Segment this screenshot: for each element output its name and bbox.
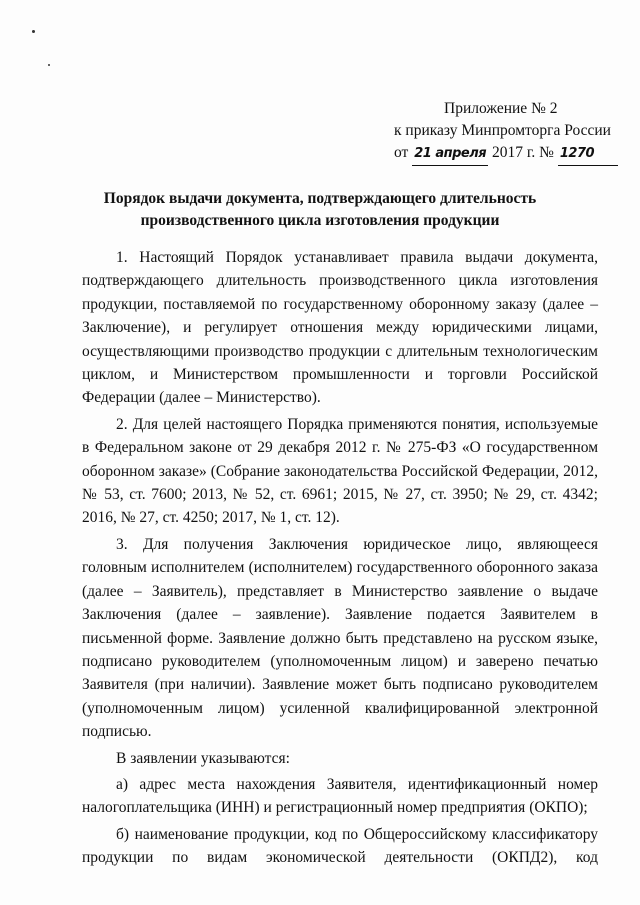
paragraph-2: 2. Для целей настоящего Порядка применяются понятия, используемые в Федеральном законе от 29 декабря 2012 г. № 275-ФЗ «О государственном оборонном заказе» (Собрание законодательства Российской Федерации, 2012, № 53, ст. 7600; 2013, № 52, ст. 6961; 2015, № 27, ст. 3950; № 29, ст. 4342; 2016, № 27, ст. 4250; 2017, № 1, ст. 12). [82, 415, 598, 527]
document-title [60, 188, 580, 232]
scan-speck [32, 30, 35, 33]
order-reference: к приказу Минпромторга России [394, 122, 611, 139]
handwritten-order-number: 1270 [558, 143, 618, 166]
paragraph-1: 1. Настоящий Порядок устанавливает правила выдачи документа, подтверждающего длительность производственного цикла изготовления продукции, поставляемой по государственному оборонному заказу (далее – Заключение), и регулирует отношения между юридическими лицами, осуществляющими производство продукции с длительным технологическим циклом, и Министерством промышленности и торговли Российской Федерации (далее – Министерство). [82, 249, 598, 407]
paragraph-3: 3. Для получения Заключения юридическое лицо, являющееся головным исполнителем (исполнителем) государственного оборонного заказа (далее – Заявитель), представляет в Министерство заявление о выдаче Заключения (далее – заявление). Заявление подается Заявителем в письменной форме. Заявление должно быть представлено на русском языке, подписано руководителем (уполномоченным лицом) и заверено печатью Заявителя (при наличии). Заявление может быть подписано руководителем (уполномоченным лицом) усиленной квалифицированной электронной подписью. [82, 535, 598, 741]
paragraph-list-intro: В заявлении указываются: [116, 749, 290, 767]
scan-speck [48, 64, 50, 66]
list-item-b: б) наименование продукции, код по Общероссийскому классификатору продукции по видам экономической деятельности (ОКПД2), код [82, 825, 598, 867]
title-line-2: производственного цикла изготовления продукции [140, 212, 500, 229]
handwritten-date: 21 апреля [412, 143, 488, 166]
appendix-header [380, 98, 620, 166]
order-date-line [380, 142, 620, 166]
title-line-1: Порядок выдачи документа, подтверждающего длительность [103, 190, 537, 207]
date-prefix: от [394, 144, 409, 161]
year-text: 2017 г. № [491, 144, 554, 161]
appendix-number: Приложение № 2 [444, 100, 558, 117]
list-item-a: а) адрес места нахождения Заявителя, идентификационный номер налогоплательщика (ИНН) и регистрационный номер предприятия (ОКПО); [82, 775, 598, 817]
document-body [82, 246, 598, 873]
